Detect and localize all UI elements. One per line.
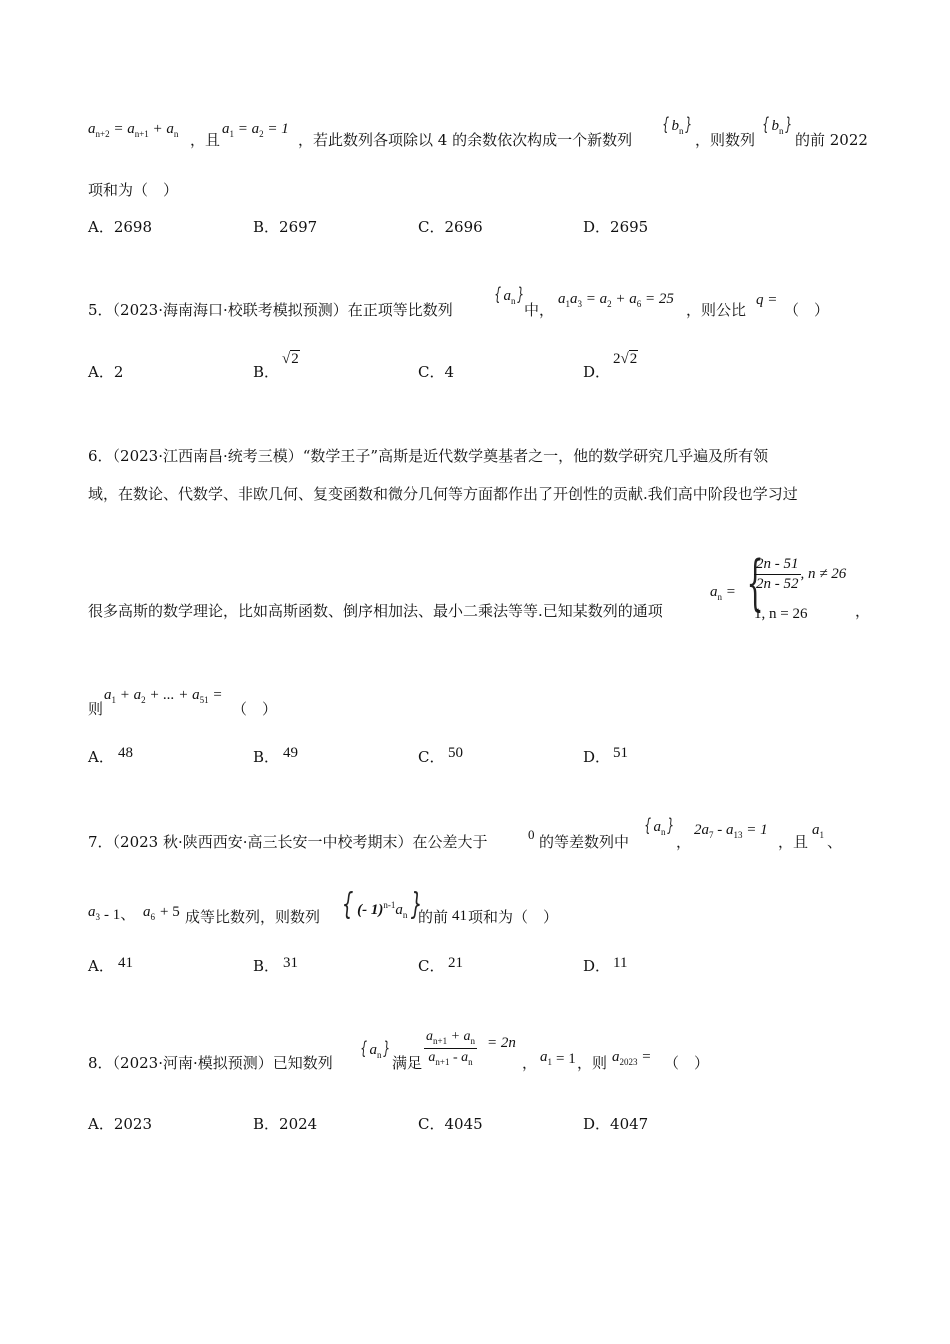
q6-line3: 很多高斯的数学理论，比如高斯函数、倒序相加法、最小二乘法等等.已知某数列的通项 bbox=[88, 602, 663, 620]
q7-condition: $2a_7 - a_{13} = 1$ bbox=[694, 822, 768, 840]
q8-then: ，则 bbox=[577, 1054, 608, 1072]
q6-comma: ， bbox=[855, 602, 871, 620]
q8-eq-rhs: = 2n bbox=[487, 1035, 516, 1051]
q4-option-d[interactable]: D．2695 bbox=[583, 218, 649, 236]
q6-option-c-value: 50 bbox=[448, 745, 463, 761]
sqrt-2: √2 bbox=[282, 351, 299, 367]
q7-line2-a: - 1、 bbox=[104, 907, 136, 923]
q8-a1eq: = 1 bbox=[556, 1051, 576, 1067]
zero: 0 bbox=[528, 827, 535, 842]
ratio-q: q = bbox=[756, 292, 778, 308]
q6-option-b[interactable]: B． bbox=[253, 748, 280, 766]
q5-tail: （ ） bbox=[784, 301, 830, 319]
q5-suffix: ，则公比 bbox=[686, 301, 747, 319]
sequence-an: { $a_n$ } bbox=[644, 815, 675, 837]
q7-comma: ， bbox=[676, 833, 692, 851]
q8-option-a[interactable]: A．2023 bbox=[88, 1115, 153, 1133]
q6-option-d[interactable]: D． bbox=[583, 748, 611, 766]
term-a1: $a_1$ bbox=[540, 1049, 552, 1067]
q4-text-b: ，若此数列各项除以 4 的余数依次构成一个新数列 bbox=[298, 131, 633, 149]
q8-option-b[interactable]: B．2024 bbox=[253, 1115, 318, 1133]
sequence-bn-2: { $b_n$ } bbox=[762, 114, 793, 136]
q7-line1-end: 、 bbox=[827, 833, 843, 851]
ratio-formula: $\frac{a_{n+1} + a_n}{a_{n+1} - a_n}$ bbox=[426, 1029, 476, 1067]
q7-line2-c: 成等比数列，则数列 bbox=[185, 908, 321, 926]
q8-tail: （ ） bbox=[664, 1054, 710, 1072]
q6-option-a[interactable]: A． bbox=[88, 748, 114, 766]
q6-option-c[interactable]: C． bbox=[418, 748, 445, 766]
two-sqrt-2: 2√2 bbox=[613, 351, 638, 367]
q4-line2: 项和为（ ） bbox=[88, 181, 179, 199]
q7-option-a[interactable]: A． bbox=[88, 957, 114, 975]
q5-option-b[interactable]: B． bbox=[253, 363, 280, 381]
sequence-bn-1: { $b_n$ } bbox=[662, 114, 693, 136]
q6-line2: 域，在数论、代数学、非欧几何、复变函数和微分几何等方面都作出了开创性的贡献.我们高中阶段也学习过 bbox=[88, 485, 798, 503]
q5-option-c[interactable]: C．4 bbox=[418, 363, 455, 381]
q8-option-d[interactable]: D．4047 bbox=[583, 1115, 649, 1133]
q7-option-b-value: 31 bbox=[283, 955, 298, 971]
q5-condition: $a_1a_3 = a_2 + a_6 = 25$ bbox=[558, 291, 674, 309]
sequence-an: { $a_n$ } bbox=[360, 1038, 391, 1060]
term-a2023: $a_{2023}$ = bbox=[612, 1049, 652, 1067]
q7-option-c[interactable]: C． bbox=[418, 957, 445, 975]
q7-line2-e: 项和为（ ） bbox=[468, 908, 559, 926]
q4-text-c: ，则数列 bbox=[695, 131, 756, 149]
initial-condition: $a_1 = a_2 = 1$ bbox=[222, 121, 289, 139]
q4-option-b[interactable]: B．2697 bbox=[253, 218, 318, 236]
q7-option-d-value: 11 bbox=[613, 955, 628, 971]
q7-line1-prefix: 7．（2023 秋·陕西西安·高三长安一中校考期末）在公差大于 bbox=[88, 833, 488, 851]
q7-line2-d: 的前 bbox=[418, 908, 449, 926]
q6-line4-suffix: （ ） bbox=[232, 700, 278, 718]
q6-option-b-value: 49 bbox=[283, 745, 298, 761]
q4-text-d: 的前 2022 bbox=[795, 131, 868, 149]
q6-option-d-value: 51 bbox=[613, 745, 628, 761]
q4-option-a[interactable]: A．2698 bbox=[88, 218, 153, 236]
q7-line2-b: + 5 bbox=[160, 904, 180, 920]
alternating-sequence: { (- $1)^{n-1}a_n$ } bbox=[341, 887, 423, 922]
q8-a1-comma: ， bbox=[522, 1054, 538, 1072]
q7-option-c-value: 21 bbox=[448, 955, 463, 971]
q8-mid: 满足 bbox=[392, 1054, 423, 1072]
q5-mid: 中， bbox=[524, 301, 555, 319]
q7-option-b[interactable]: B． bbox=[253, 957, 280, 975]
n-41: 41 bbox=[452, 908, 467, 924]
term-a1: $a_1$ bbox=[812, 822, 824, 840]
term-a3: $a_3$ bbox=[88, 904, 100, 922]
q4-text-a: ，且 bbox=[190, 131, 221, 149]
q8-prefix: 8．（2023·河南·模拟预测）已知数列 bbox=[88, 1054, 333, 1072]
q6-line1: 6．（2023·江西南昌·统考三模）“数学王子”高斯是近代数学奠基者之一，他的数学研究几乎遍及所有领 bbox=[88, 447, 769, 465]
q7-option-d[interactable]: D． bbox=[583, 957, 611, 975]
q6-option-a-value: 48 bbox=[118, 745, 133, 761]
q7-line1-mid: 的等差数列中 bbox=[539, 833, 630, 851]
q5-option-d[interactable]: D． bbox=[583, 363, 611, 381]
q8-option-c[interactable]: C．4045 bbox=[418, 1115, 483, 1133]
q6-line4-prefix: 则 bbox=[88, 700, 104, 718]
recurrence-formula: $a_{n+2} = a_{n+1} + a_n$ bbox=[88, 121, 179, 139]
sum-expression: $a_1 + a_2$ + ... + $a_{51}$ = bbox=[104, 687, 223, 705]
sequence-an: { $a_n$ } bbox=[494, 284, 525, 306]
term-a6: $a_6$ bbox=[143, 904, 155, 922]
q5-option-a[interactable]: A．2 bbox=[88, 363, 124, 381]
q7-option-a-value: 41 bbox=[118, 955, 133, 971]
q4-option-c[interactable]: C．2696 bbox=[418, 218, 483, 236]
q5-prefix: 5．（2023·海南海口·校联考模拟预测）在正项等比数列 bbox=[88, 301, 453, 319]
q7-and: ，且 bbox=[778, 833, 809, 851]
